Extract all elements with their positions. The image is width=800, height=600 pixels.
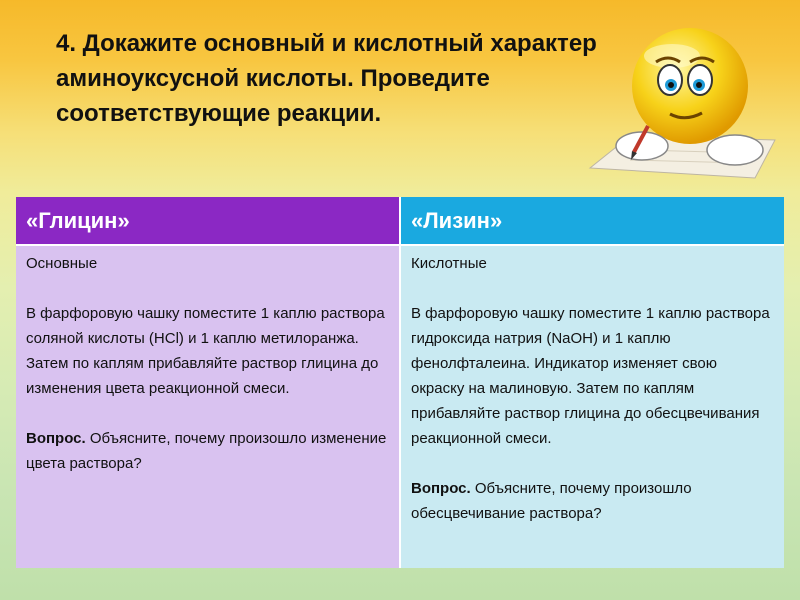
header-glycine: «Глицин» <box>16 197 400 245</box>
lysine-cell <box>400 245 784 568</box>
glycine-type: Основные <box>26 255 98 272</box>
glycine-question-label: Вопрос. <box>26 430 86 447</box>
lysine-question <box>411 476 774 526</box>
glycine-cell <box>16 245 400 568</box>
lysine-procedure: В фарфоровую чашку поместите 1 каплю раствора гидроксида натрия (NaOH) и 1 каплю фенолфталеина. Индикатор изменяет свою окраску на малиновую. Затем по каплям прибавляйте раствор глицина до обесцвечивания реакционной смеси. <box>411 305 770 447</box>
slide-title: 4. Докажите основный и кислотный характер аминоуксусной кислоты. Проведите соответствующие реакции. <box>56 30 597 127</box>
header-lysine: «Лизин» <box>400 197 784 245</box>
glycine-question <box>26 426 389 476</box>
lysine-question-label: Вопрос. <box>411 480 471 497</box>
table-body-row <box>16 245 784 568</box>
lysine-question-text: Объясните, почему произошло обесцвечивание раствора? <box>411 480 692 522</box>
glycine-question-text: Объясните, почему произошло изменение цвета раствора? <box>26 430 387 472</box>
writing-smiley-icon <box>570 18 785 188</box>
comparison-table <box>16 197 784 568</box>
lysine-type: Кислотные <box>411 255 487 272</box>
glycine-procedure: В фарфоровую чашку поместите 1 каплю раствора соляной кислоты (НСl) и 1 каплю метилоранжа. Затем по каплям прибавляйте раствор глицина до изменения цвета реакционной смеси. <box>26 305 385 397</box>
table-header-row <box>16 197 784 245</box>
